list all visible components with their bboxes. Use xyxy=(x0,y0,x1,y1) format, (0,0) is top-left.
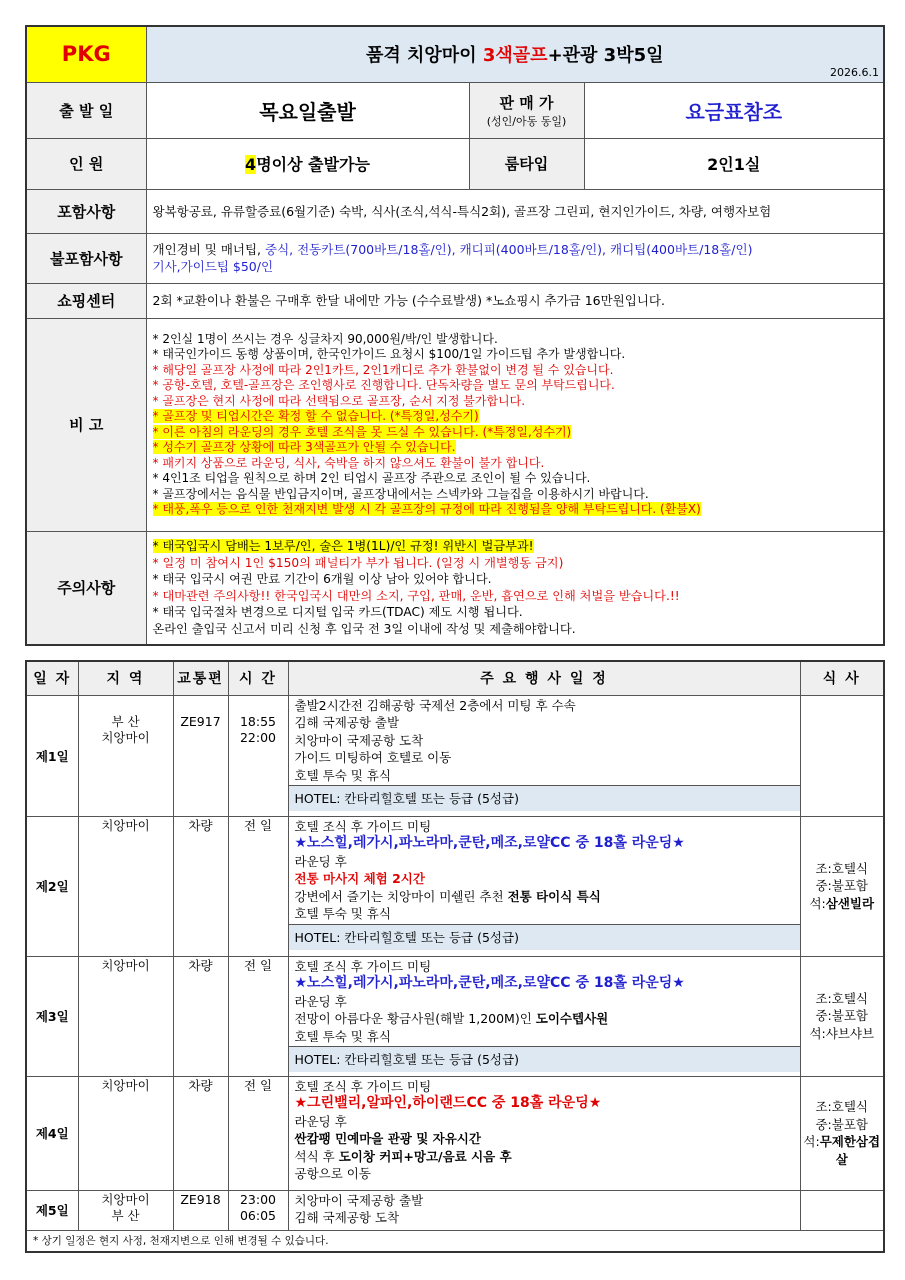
title-part-b: 3색골프 xyxy=(482,45,548,67)
day2-row xyxy=(26,816,884,956)
note-line: * 태풍,폭우 등으로 인한 천재지변 발생 시 각 골프장의 규정에 따라 진행됨을 양해 부탁드립니다. (환불X) xyxy=(152,502,701,516)
meal-breakfast: 조:호텔식 xyxy=(815,990,868,1006)
meal-breakfast: 조:호텔식 xyxy=(815,860,868,876)
schedule-line: 라운딩 후 xyxy=(294,1113,347,1129)
dinner-text: 강변에서 즐기는 치앙마이 미쉘린 추천 xyxy=(294,888,508,904)
day4-meal xyxy=(800,1076,884,1190)
notes-list xyxy=(146,318,884,531)
day3-transport: 차량 xyxy=(173,956,228,1076)
people-label: 인 원 xyxy=(26,138,146,189)
room-value: 2인1실 xyxy=(584,138,884,189)
golf-line: ★그린밸리,알파인,하이랜드CC 중 18홀 라운딩★ xyxy=(294,1095,602,1111)
day5-meal xyxy=(800,1190,884,1230)
note-line: * 골프장 및 티업시간은 확정 할 수 없습니다. (*특정일,성수기) xyxy=(152,409,479,423)
header-region: 지 역 xyxy=(78,661,173,695)
day2-label: 제2일 xyxy=(26,816,78,956)
note-line: * 4인1조 티업을 원칙으로 하며 2인 티업시 골프장 주관으로 조인이 될 수 있습니다. xyxy=(152,471,591,485)
day1-meal xyxy=(800,695,884,816)
header-date: 일 자 xyxy=(26,661,78,695)
massage-line: 전통 마사지 체험 2시간 xyxy=(294,871,425,886)
schedule-table xyxy=(25,660,885,1253)
included-label: 포함사항 xyxy=(26,189,146,233)
coffee-tasting: 도이창 커피+망고/음료 시음 후 xyxy=(338,1148,512,1164)
info-table xyxy=(25,25,885,646)
golf-line: ★노스힐,레가시,파노라마,쿤탄,메조,로얄CC 중 18홀 라운딩★ xyxy=(294,835,685,851)
day5-row xyxy=(26,1190,884,1230)
meal-lunch: 중:불포함 xyxy=(815,1008,868,1024)
day4-schedule xyxy=(288,1076,800,1190)
day5-region-from: 치앙마이 xyxy=(101,1191,150,1207)
note-line: * 공항-호텔, 호텔-골프장은 조인행사로 진행합니다. 단독차량을 별도 문의 부탁드립니다. xyxy=(152,378,615,392)
schedule-line: 호텔 투숙 및 휴식 xyxy=(294,1028,391,1044)
day4-row xyxy=(26,1076,884,1190)
day1-region xyxy=(78,695,173,816)
dinner-special: 전통 타이식 특식 xyxy=(507,888,601,904)
note-line: * 태국인가이드 동행 상품이며, 한국인가이드 요청시 $100/1일 가이드팁 추가 발생합니다. xyxy=(152,347,626,361)
day5-time-dep: 23:00 xyxy=(239,1191,277,1207)
meal-lunch: 중:불포함 xyxy=(815,878,868,894)
day5-time-arr: 06:05 xyxy=(239,1207,277,1223)
departure-label: 출 발 일 xyxy=(26,82,146,138)
note-line: * 이른 아침의 라운딩의 경우 호텔 조식을 못 드실 수 있습니다. (*특정일,성수기) xyxy=(152,424,572,439)
day2-time: 전 일 xyxy=(228,816,288,956)
note-line: * 골프장에서는 음식물 반입금지이며, 골프장내에서는 스넥카와 그늘집을 이용하시기 바랍니다. xyxy=(152,486,649,501)
day4-time: 전 일 xyxy=(228,1076,288,1190)
day5-region-to: 부 산 xyxy=(111,1207,140,1223)
excluded-part-c: 기사,가이드팁 $50/인 xyxy=(152,259,274,274)
schedule-line: 싼캄팽 민예마을 관광 및 자유시간 xyxy=(294,1131,481,1146)
day5-transport: ZE918 xyxy=(173,1190,228,1230)
day1-label: 제1일 xyxy=(26,695,78,816)
day3-region: 치앙마이 xyxy=(78,956,173,1076)
schedule-line: 라운딩 후 xyxy=(294,993,347,1009)
included-value: 왕복항공료, 유류할증료(6월기준) 숙박, 식사(조식,석식-특식2회), 골프장 그린피, 현지인가이드, 차량, 여행자보험 xyxy=(146,189,884,233)
day3-hotel: HOTEL: 칸타리힐호텔 또는 등급 (5성급) xyxy=(289,1046,800,1072)
excluded-part-b: 중식, 전동카트(700바트/18홀/인), 캐디피(400바트/18홀/인), 캐디팁(400바트/18홀/인) xyxy=(265,242,753,257)
people-num: 4 xyxy=(245,155,257,174)
coffee-text: 석식 후 xyxy=(294,1148,339,1164)
day1-row xyxy=(26,695,884,816)
temple-name: 도이수텝사원 xyxy=(535,1011,609,1026)
day1-transport: ZE917 xyxy=(173,695,228,816)
day5-time xyxy=(228,1190,288,1230)
meal-dinner xyxy=(801,895,884,913)
day1-schedule xyxy=(288,695,800,816)
schedule-line xyxy=(295,888,794,906)
warning-line: * 태국 입국절차 변경으로 디지털 입국 카드(TDAC) 제도 시행 됩니다. xyxy=(152,605,523,620)
day4-transport: 차량 xyxy=(173,1076,228,1190)
day3-meal xyxy=(800,956,884,1076)
note-line: * 골프장은 현지 사정에 따라 선택됨으로 골프장, 순서 지정 불가합니다. xyxy=(152,393,526,408)
header-time: 시 간 xyxy=(228,661,288,695)
meal-dinner: 석:샤브샤브 xyxy=(809,1025,875,1041)
day4-label: 제4일 xyxy=(26,1076,78,1190)
price-label-main: 판 매 가 xyxy=(499,93,554,112)
day1-hotel: HOTEL: 칸타리힐호텔 또는 등급 (5성급) xyxy=(289,785,800,811)
schedule-line: 김해 국제공항 출발 xyxy=(294,715,400,730)
schedule-line xyxy=(295,1148,794,1166)
day5-schedule xyxy=(288,1190,800,1230)
warning-line: * 태국 입국시 여권 만료 기간이 6개월 이상 남아 있어야 합니다. xyxy=(152,572,492,587)
day2-schedule xyxy=(288,816,800,956)
meal-dinner-value: 삼샌빌라 xyxy=(825,895,875,911)
meal-breakfast: 조:호텔식 xyxy=(815,1099,868,1114)
warning-line: * 대마관련 주의사항!! 한국입국시 대만의 소지, 구입, 판매, 운반, 흡연으로 인해 처벌을 받습니다.!! xyxy=(152,588,680,603)
schedule-line: 치앙마이 국제공항 출발 xyxy=(294,1192,424,1208)
price-value: 요금표참조 xyxy=(584,82,884,138)
day1-region-from: 부 산 xyxy=(111,713,140,729)
price-label xyxy=(469,82,584,138)
day2-meal xyxy=(800,816,884,956)
notes-label: 비 고 xyxy=(26,318,146,531)
schedule-line: 호텔 투숙 및 휴식 xyxy=(294,767,391,783)
footnote-row xyxy=(26,1230,884,1252)
shopping-value: 2회 *교환이나 환불은 구매후 한달 내에만 가능 (수수료발생) *노쇼핑시 추가금 16만원입니다. xyxy=(146,283,884,318)
warning-line: * 태국입국시 담배는 1보루/인, 술은 1병(1L)/인 규정! 위반시 벌금부과! xyxy=(152,539,534,554)
note-line: * 2인실 1명이 쓰시는 경우 싱글차지 90,000원/박/인 발생합니다. xyxy=(152,331,498,346)
meal-lunch: 중:불포함 xyxy=(815,1116,868,1132)
warning-line: * 일정 미 참여시 1인 $150의 패널티가 부가 됩니다. (일정 시 개별행동 금지) xyxy=(152,555,564,570)
day2-region: 치앙마이 xyxy=(78,816,173,956)
price-label-sub: (성인/아동 동일) xyxy=(486,114,567,128)
day2-hotel: HOTEL: 칸타리힐호텔 또는 등급 (5성급) xyxy=(289,924,800,950)
day3-row xyxy=(26,956,884,1076)
day1-time xyxy=(228,695,288,816)
schedule-line: 가이드 미팅하여 호텔로 이동 xyxy=(294,750,452,765)
day3-time: 전 일 xyxy=(228,956,288,1076)
day1-time-arr: 22:00 xyxy=(239,729,277,745)
meal-dinner-prefix: 석: xyxy=(809,895,826,911)
meal-dinner-value: 무제한삼겹살 xyxy=(819,1134,881,1167)
schedule-line: 호텔 조식 후 가이드 미팅 xyxy=(294,818,432,834)
meal-dinner-prefix: 석: xyxy=(803,1134,820,1149)
footnote: * 상기 일정은 현지 사정, 천재지변으로 인해 변경될 수 있습니다. xyxy=(26,1230,884,1252)
warnings-list xyxy=(146,531,884,645)
room-label: 룸타입 xyxy=(469,138,584,189)
note-line: * 해당일 골프장 사정에 따라 2인1카트, 2인1캐디로 추가 환불없이 변경 될 수 있습니다. xyxy=(152,362,614,377)
day5-label: 제5일 xyxy=(26,1190,78,1230)
day2-transport: 차량 xyxy=(173,816,228,956)
day3-schedule xyxy=(288,956,800,1076)
issue-date: 2026.6.1 xyxy=(830,65,880,79)
day4-region: 치앙마이 xyxy=(78,1076,173,1190)
meal-dinner xyxy=(801,1133,884,1168)
page-title xyxy=(146,26,884,82)
title-part-c: +관광 3박5일 xyxy=(547,45,664,67)
departure-value: 목요일출발 xyxy=(146,82,469,138)
day5-region xyxy=(78,1190,173,1230)
header-meal: 식 사 xyxy=(800,661,884,695)
warnings-label: 주의사항 xyxy=(26,531,146,645)
pkg-label: PKG xyxy=(26,26,146,82)
schedule-line: 출발2시간전 김해공항 국제선 2층에서 미팅 후 수속 xyxy=(294,697,576,713)
day1-time-dep: 18:55 xyxy=(239,713,277,729)
title-part-a: 품격 치앙마이 xyxy=(365,45,483,67)
excluded-part-a: 개인경비 및 매너팁, xyxy=(152,242,265,257)
schedule-line: 공항으로 이동 xyxy=(294,1166,371,1181)
schedule-line: 라운딩 후 xyxy=(294,853,347,869)
note-line: * 패키지 상품으로 라운딩, 식사, 숙박을 하지 않으셔도 환불이 불가 합니다. xyxy=(152,455,545,470)
people-rest: 명이상 출발가능 xyxy=(256,155,370,174)
day1-region-to: 치앙마이 xyxy=(101,729,150,745)
schedule-line: 김해 국제공항 도착 xyxy=(294,1209,400,1225)
header-transport: 교통편 xyxy=(173,661,228,695)
header-schedule: 주 요 행 사 일 정 xyxy=(288,661,800,695)
schedule-line: 호텔 조식 후 가이드 미팅 xyxy=(294,1078,432,1094)
schedule-line: 호텔 투숙 및 휴식 xyxy=(294,906,391,921)
schedule-line: 호텔 조식 후 가이드 미팅 xyxy=(294,958,432,974)
excluded-label: 불포함사항 xyxy=(26,233,146,283)
day3-label: 제3일 xyxy=(26,956,78,1076)
golf-line: ★노스힐,레가시,파노라마,쿤탄,메조,로얄CC 중 18홀 라운딩★ xyxy=(294,975,685,991)
temple-text: 전망이 아름다운 황금사원(해발 1,200M)인 xyxy=(294,1011,536,1026)
people-value xyxy=(146,138,469,189)
warning-line: 온라인 출입국 신고서 미리 신청 후 입국 전 3일 이내에 작성 및 제출해야합니다. xyxy=(152,621,576,636)
schedule-header xyxy=(26,661,884,695)
note-line: * 성수기 골프장 상황에 따라 3색골프가 안될 수 있습니다. xyxy=(152,440,456,454)
schedule-line: 치앙마이 국제공항 도착 xyxy=(294,732,424,748)
schedule-line xyxy=(295,1010,794,1028)
shopping-label: 쇼핑센터 xyxy=(26,283,146,318)
excluded-value xyxy=(146,233,884,283)
